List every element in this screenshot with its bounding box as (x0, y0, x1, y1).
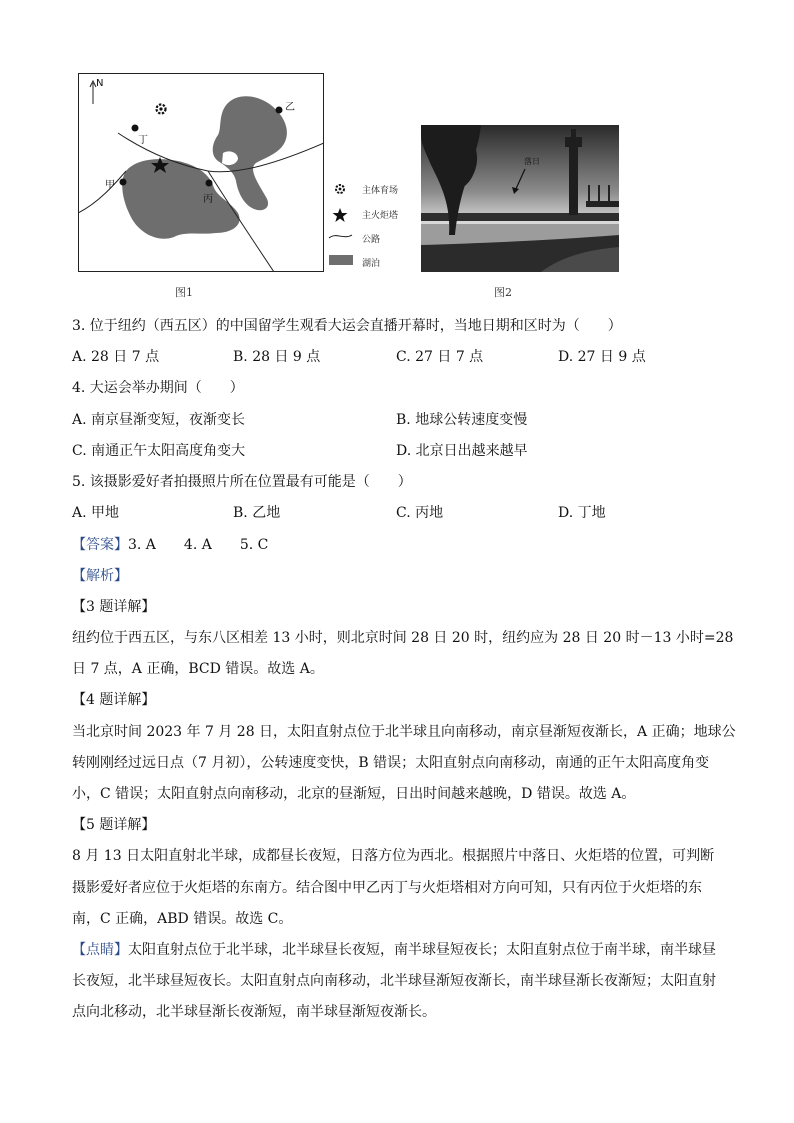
question-4-option-b: B. 地球公转速度变慢 (396, 412, 528, 428)
question-5-option-b: B. 乙地 (233, 505, 281, 521)
detail-5-line-2: 摄影爱好者应位于火炬塔的东南方。结合图中甲乙丙丁与火炬塔相对方向可知，只有丙位于火炬塔的东 (72, 880, 702, 896)
question-5-stem: 5. 该摄影爱好者拍摄照片所在位置最有可能是（ ） (72, 474, 412, 490)
question-4-option-d: D. 北京日出越来越早 (396, 443, 528, 459)
answer-line (72, 535, 268, 555)
tip-line-2: 长夜短，北半球昼短夜长。太阳直射点向南移动，北半球昼渐短夜渐长，南半球昼渐长夜渐短；太阳直射 (72, 973, 716, 989)
tip-line-1 (72, 940, 716, 960)
answer-text: 3. A 4. A 5. C (128, 537, 269, 553)
detail-5-title: 【5 题详解】 (72, 817, 156, 833)
detail-3-line-2: 日 7 点，A 正确，BCD 错误。故选 A。 (72, 661, 324, 677)
legend-torch-label: 主火炬塔 (362, 211, 399, 221)
figure1-legend (328, 180, 408, 272)
legend-stadium-label: 主体育场 (362, 186, 399, 196)
legend-stadium-icon (336, 185, 344, 193)
label-jia: 甲 (105, 180, 115, 191)
detail-5-line-3: 南，C 正确，ABD 错误。故选 C。 (72, 911, 293, 927)
figure1-map (78, 73, 324, 272)
legend-lake-label: 湖泊 (362, 259, 381, 269)
point-bing (206, 180, 213, 187)
detail-3-line-1: 纽约位于西五区，与东八区相差 13 小时，则北京时间 28 日 20 时，纽约应为 28 日 20 时－13 小时=28 (72, 630, 734, 646)
question-3-option-d: D. 27 日 9 点 (558, 349, 646, 365)
question-5-option-a: A. 甲地 (72, 505, 120, 521)
legend-road-icon (329, 235, 352, 238)
question-3-stem: 3. 位于纽约（西五区）的中国留学生观看大运会直播开幕时，当地日期和区时为（ ） (72, 318, 622, 334)
point-jia (120, 179, 127, 186)
tip-text-1: 太阳直射点位于北半球，北半球昼长夜短，南半球昼短夜长；太阳直射点位于南半球，南半球昼 (128, 942, 716, 958)
question-3-option-c: C. 27 日 7 点 (396, 349, 484, 365)
tip-line-3: 点向北移动，北半球昼渐长夜渐短，南半球昼渐短夜渐长。 (72, 1004, 436, 1020)
legend-lake-icon (329, 255, 353, 265)
question-3-option-b: B. 28 日 9 点 (233, 349, 321, 365)
answer-label: 【答案】 (72, 537, 128, 553)
question-4-option-a: A. 南京昼渐变短，夜渐变长 (72, 412, 246, 428)
detail-5-line-1: 8 月 13 日太阳直射北半球，成都昼长夜短，日落方位为西北。根据照片中落日、火炬塔的位置，可判断 (72, 848, 715, 864)
tip-label: 【点睛】 (72, 942, 128, 958)
point-yi (276, 107, 283, 114)
detail-4-title: 【4 题详解】 (72, 692, 156, 708)
north-label: N (96, 78, 104, 89)
label-yi: 乙 (285, 102, 295, 113)
legend-road-label: 公路 (362, 235, 381, 245)
figure2-caption: 图2 (494, 286, 512, 299)
question-5-option-d: D. 丁地 (558, 505, 606, 521)
detail-4-line-1: 当北京时间 2023 年 7 月 28 日，太阳直射点位于北半球且向南移动，南京昼渐短夜渐长，A 正确；地球公 (72, 724, 736, 740)
question-4-stem: 4. 大运会举办期间（ ） (72, 380, 244, 396)
question-5-option-c: C. 丙地 (396, 505, 444, 521)
label-ding: 丁 (138, 135, 148, 146)
detail-3-title: 【3 题详解】 (72, 599, 156, 615)
legend-torch-icon (333, 208, 348, 222)
figure1-caption: 图1 (175, 286, 193, 299)
question-3-option-a: A. 28 日 7 点 (72, 349, 160, 365)
detail-4-line-2: 转刚刚经过远日点（7 月初），公转速度变快，B 错误；太阳直射点向南移动，南通的正午太阳高度角变 (72, 755, 710, 771)
question-4-option-c: C. 南通正午太阳高度角变大 (72, 443, 246, 459)
analysis-label: 【解析】 (72, 568, 128, 584)
label-bing: 丙 (203, 194, 213, 205)
detail-4-line-3: 小，C 错误；太阳直射点向南移动，北京的昼渐短，日出时间越来越晚，D 错误。故选 A。 (72, 786, 636, 802)
sunset-annotation: 落日 (524, 157, 540, 166)
figure2-photo (421, 125, 619, 272)
